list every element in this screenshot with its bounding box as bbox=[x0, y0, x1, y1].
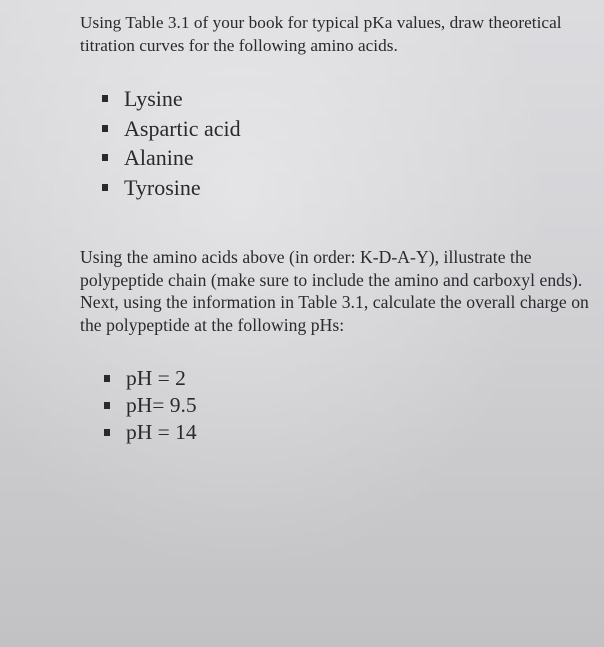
list-item bbox=[104, 392, 197, 419]
ph-list bbox=[104, 365, 197, 446]
polypeptide-paragraph: Using the amino acids above (in order: K-D-A-Y), illustrate the polypeptide chain (make sure to include the amino and carboxyl ends). Next, using the information in Table 3.1, calculate the overall charge on the polypeptide at the following pHs: bbox=[80, 247, 589, 335]
list-item bbox=[104, 419, 197, 446]
square-bullet-icon bbox=[104, 375, 110, 382]
amino-acid-label: Tyrosine bbox=[124, 174, 201, 200]
list-item bbox=[104, 365, 197, 392]
amino-acid-label: Alanine bbox=[124, 145, 194, 170]
ph-label: pH = 14 bbox=[126, 420, 197, 444]
amino-acid-label: Lysine bbox=[124, 86, 183, 111]
list-item bbox=[102, 143, 241, 173]
list-item bbox=[102, 114, 241, 144]
square-bullet-icon bbox=[102, 125, 108, 132]
square-bullet-icon bbox=[104, 429, 110, 436]
list-item bbox=[102, 84, 241, 114]
square-bullet-icon bbox=[102, 154, 108, 161]
square-bullet-icon bbox=[104, 402, 110, 409]
intro-paragraph: Using Table 3.1 of your book for typical pKa values, draw theoretical titration curves for the following amino acids. bbox=[80, 13, 562, 55]
square-bullet-icon bbox=[102, 184, 108, 191]
ph-label: pH = 2 bbox=[126, 366, 186, 390]
ph-label: pH= 9.5 bbox=[126, 393, 197, 417]
square-bullet-icon bbox=[102, 95, 108, 102]
amino-acid-label: Aspartic acid bbox=[124, 115, 241, 141]
amino-acid-list bbox=[102, 84, 241, 202]
list-item bbox=[102, 173, 241, 203]
